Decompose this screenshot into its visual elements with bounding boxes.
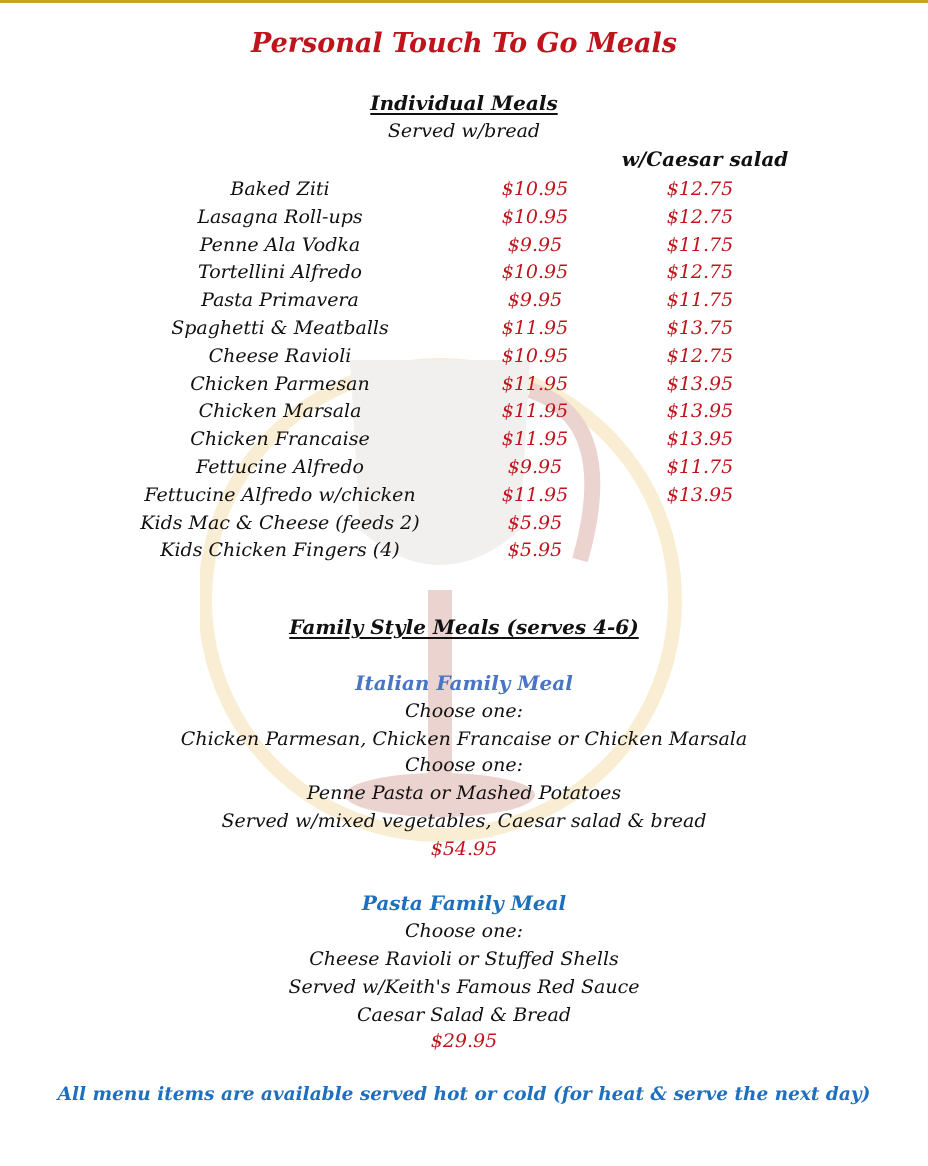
caesar-column-heading: w/Caesar salad <box>621 147 789 171</box>
menu-item-caesar-price <box>610 510 790 538</box>
individual-meals-table <box>100 176 790 565</box>
menu-row <box>100 204 790 232</box>
pasta-served-with: Served w/Keith's Famous Red Sauce <box>288 976 640 998</box>
menu-item-caesar-price: $12.75 <box>666 344 734 367</box>
menu-row <box>100 371 790 399</box>
menu-item-name: Baked Ziti <box>230 178 330 200</box>
menu-item-price: $11.95 <box>501 428 569 451</box>
menu-item-price: $9.95 <box>507 455 563 478</box>
pasta-family-meal-price: $29.95 <box>430 1030 498 1052</box>
page-title: Personal Touch To Go Meals <box>251 28 677 59</box>
menu-item-caesar-price: $12.75 <box>666 261 734 284</box>
menu-item-caesar-price: $12.75 <box>666 205 734 228</box>
individual-meals-subheading: Served w/bread <box>387 120 541 142</box>
menu-row <box>100 315 790 343</box>
menu-item-name: Kids Mac & Cheese (feeds 2) <box>140 511 420 534</box>
menu-item-price: $5.95 <box>507 539 563 562</box>
top-rule <box>0 0 928 3</box>
menu-item-caesar-price: $13.75 <box>666 316 734 339</box>
italian-family-meal-price: $54.95 <box>430 838 498 860</box>
menu-item-price: $10.95 <box>501 344 569 367</box>
pasta-choose-one-label: Choose one: <box>404 920 523 942</box>
pasta-family-meal-name: Pasta Family Meal <box>361 891 567 915</box>
menu-item-price: $11.95 <box>501 372 569 395</box>
menu-row <box>100 454 790 482</box>
menu-item-name: Fettucine Alfredo <box>196 455 364 478</box>
menu-item-price: $10.95 <box>501 205 569 228</box>
menu-item-name: Spaghetti & Meatballs <box>171 316 389 339</box>
menu-item-price: $10.95 <box>501 178 569 200</box>
menu-row <box>100 482 790 510</box>
menu-item-name: Lasagna Roll-ups <box>197 205 363 228</box>
menu-item-caesar-price: $13.95 <box>666 483 734 506</box>
menu-row <box>100 537 790 565</box>
menu-item-price: $9.95 <box>507 289 563 312</box>
menu-item-name: Fettucine Alfredo w/chicken <box>144 483 416 506</box>
menu-item-name: Tortellini Alfredo <box>198 261 362 284</box>
menu-item-name: Chicken Francaise <box>190 428 370 451</box>
menu-row <box>100 343 790 371</box>
pasta-sides: Caesar Salad & Bread <box>357 1004 571 1026</box>
menu-item-caesar-price: $13.95 <box>666 372 734 395</box>
hot-or-cold-note: All menu items are available served hot or cold (for heat & serve the next day) <box>57 1084 871 1105</box>
menu-item-price: $5.95 <box>507 511 563 534</box>
menu-item-price: $11.95 <box>501 316 569 339</box>
menu-item-name: Pasta Primavera <box>201 289 359 312</box>
italian-choose-one-label: Choose one: <box>404 700 523 722</box>
menu-item-caesar-price: $13.95 <box>666 400 734 423</box>
menu-item-name: Penne Ala Vodka <box>199 233 361 256</box>
menu-item-name: Chicken Marsala <box>198 400 362 423</box>
italian-family-meal-name: Italian Family Meal <box>355 671 573 695</box>
menu-row <box>100 426 790 454</box>
menu-item-price: $11.95 <box>501 400 569 423</box>
menu-row <box>100 259 790 287</box>
menu-row <box>100 176 790 204</box>
menu-item-caesar-price: $11.75 <box>666 455 734 478</box>
menu-item-name: Chicken Parmesan <box>190 372 370 395</box>
menu-item-price: $9.95 <box>507 233 563 256</box>
menu-item-price: $11.95 <box>501 483 569 506</box>
italian-served-with: Served w/mixed vegetables, Caesar salad & bread <box>221 810 707 832</box>
menu-row <box>100 398 790 426</box>
individual-meals-heading: Individual Meals <box>370 91 558 115</box>
italian-choose-one-label-2: Choose one: <box>404 754 523 776</box>
menu-row <box>100 510 790 538</box>
menu-item-caesar-price <box>610 537 790 565</box>
menu-item-price: $10.95 <box>501 261 569 284</box>
menu-item-caesar-price: $11.75 <box>666 289 734 312</box>
italian-entree-options: Chicken Parmesan, Chicken Francaise or Chicken Marsala <box>180 728 748 750</box>
family-meals-heading: Family Style Meals (serves 4-6) <box>289 615 639 639</box>
menu-row <box>100 232 790 260</box>
pasta-options: Cheese Ravioli or Stuffed Shells <box>309 948 619 970</box>
menu-item-caesar-price: $13.95 <box>666 428 734 451</box>
menu-item-caesar-price: $11.75 <box>666 233 734 256</box>
menu-item-caesar-price: $12.75 <box>666 178 734 200</box>
menu-item-name: Cheese Ravioli <box>208 344 352 367</box>
italian-side-options: Penne Pasta or Mashed Potatoes <box>306 782 622 804</box>
menu-item-name: Kids Chicken Fingers (4) <box>160 539 400 562</box>
menu-row <box>100 287 790 315</box>
